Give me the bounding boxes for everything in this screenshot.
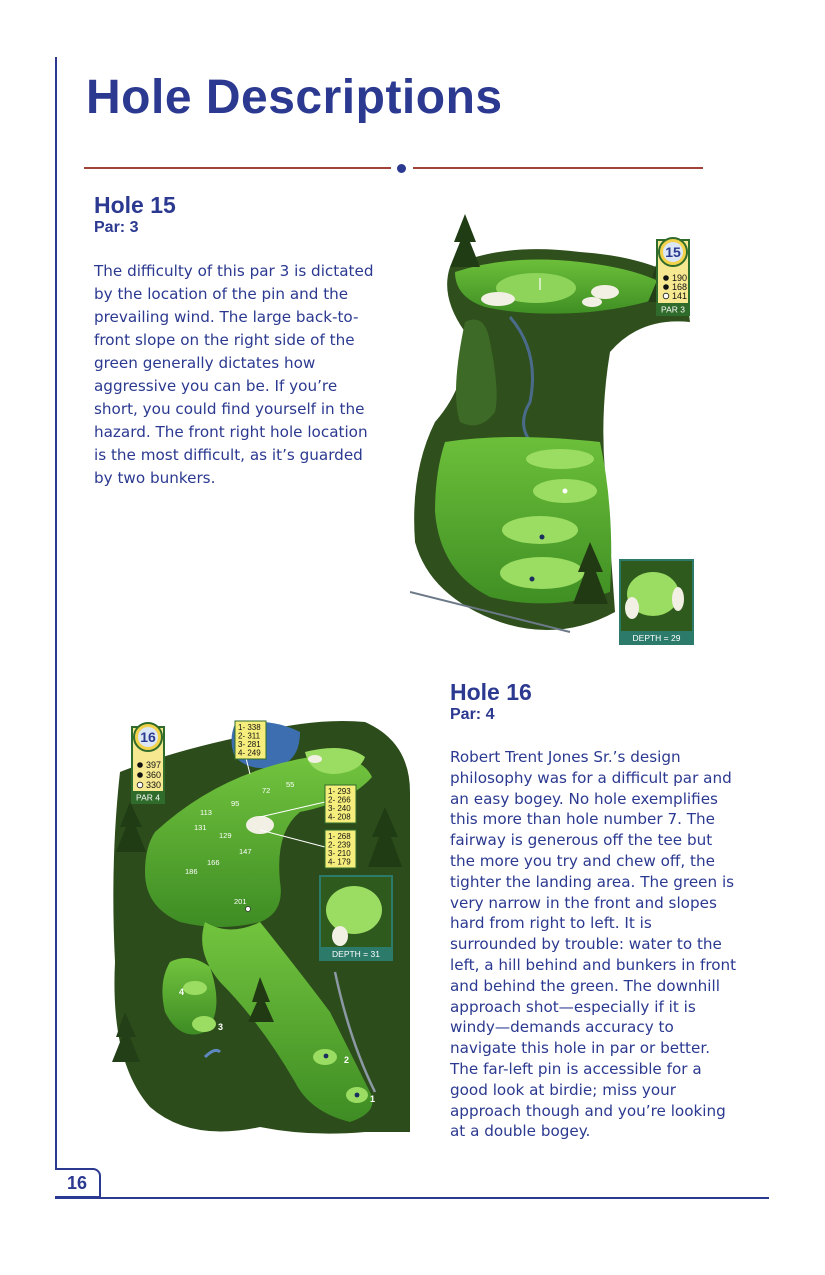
hole-16-yardage-2: 360 (146, 770, 162, 780)
callout-3-line-1: 1- 268 (328, 832, 351, 841)
callout-2 (325, 785, 356, 823)
callout-3-line-3: 3- 210 (328, 849, 351, 858)
tee-label-1: 1 (370, 1094, 376, 1104)
page-border-left (55, 57, 57, 1199)
callout-1-line-4: 4- 249 (238, 748, 261, 758)
callout-2-line-2: 2- 266 (328, 795, 351, 805)
hole-16-sign (132, 723, 164, 803)
distance-marker-147: 147 (239, 847, 252, 856)
callout-3-line-2: 2- 239 (328, 840, 351, 850)
distance-marker-129: 129 (219, 831, 232, 840)
distance-marker-201: 201 (234, 897, 247, 906)
hole-15-yardage-3: 141 (672, 291, 688, 301)
hole-15-map (410, 212, 700, 647)
distance-marker-55: 55 (286, 780, 295, 789)
hole-16-title: Hole 16 (450, 679, 532, 705)
hole-16-sign-par: PAR 4 (136, 792, 160, 803)
distance-marker-95: 95 (231, 799, 240, 808)
hole-16-yardage-1: 397 (146, 760, 162, 770)
distance-marker-72: 72 (262, 786, 271, 795)
hole-15-title: Hole 15 (94, 192, 176, 218)
distance-marker-131: 131 (194, 823, 207, 832)
callout-3-line-4: 4- 179 (328, 857, 351, 867)
hole-16-yardage-3: 330 (146, 780, 162, 790)
divider-right (413, 167, 703, 169)
callout-1-line-3: 3- 281 (238, 740, 261, 749)
hole-16-par: Par: 4 (450, 706, 495, 723)
tee-label-3: 3 (218, 1022, 224, 1032)
tee-label-2: 2 (344, 1055, 350, 1065)
hole-16-description: Robert Trent Jones Sr.’s design philosophy was for a difficult par and an easy bogey. No hole exemplifies this more than hole number 7. The fairway is generous off the tee but the more you try and chew off, the tighter the landing area. The green is very narrow in the front and slopes hard from right to left. It is surrounded by trouble: water to the left, a hill behind and bunkers in front and behind the green. The downhill approach shot—especially if it is windy—demands accuracy to navigate this hole in par or better. The far-left pin is accessible for a good look at birdie; miss your approach though and you’re looking at a double bogey. (450, 748, 737, 1141)
hole-15-sign-number: 15 (665, 244, 681, 260)
distance-marker-186: 186 (185, 867, 198, 876)
hole-15-depth-label: DEPTH = 29 (632, 633, 681, 643)
page-border-bottom (55, 1197, 769, 1199)
callout-3 (325, 830, 356, 868)
hole-16-map (110, 712, 415, 1142)
distance-marker-113: 113 (200, 808, 212, 817)
divider-dot (397, 164, 406, 173)
divider-left (84, 167, 391, 169)
page-number: 16 (55, 1168, 101, 1198)
callout-1 (235, 721, 266, 759)
hole-15-par: Par: 3 (94, 219, 139, 236)
hole-16-sign-number: 16 (140, 729, 156, 745)
callout-1-line-2: 2- 311 (238, 731, 261, 741)
hole-15-yardage-1: 190 (672, 273, 688, 283)
callout-1-line-1: 1- 338 (238, 723, 261, 732)
tee-label-4: 4 (179, 987, 185, 997)
callout-2-line-3: 3- 240 (328, 804, 351, 813)
hole-16-depth-label: DEPTH = 31 (332, 949, 380, 959)
page-title: Hole Descriptions (86, 71, 503, 124)
callout-2-line-4: 4- 208 (328, 812, 351, 822)
hole-15-sign (657, 238, 689, 315)
hole-15-description: The difficulty of this par 3 is dictated by the location of the pin and the prevailing wind. The large back-to-front slope on the right side of the green generally dictates how aggressive you can be. If you’re short, you could find yourself in the hazard. The front right hole location is the most difficult, as it’s guarded by two bunkers. (94, 262, 374, 487)
callout-2-line-1: 1- 293 (328, 787, 351, 796)
hole-15-yardage-2: 168 (672, 282, 688, 292)
distance-marker-166: 166 (207, 858, 220, 867)
hole-16-green-inset (320, 876, 392, 960)
hole-15-green-inset (620, 560, 693, 644)
hole-15-sign-par: PAR 3 (661, 304, 685, 315)
